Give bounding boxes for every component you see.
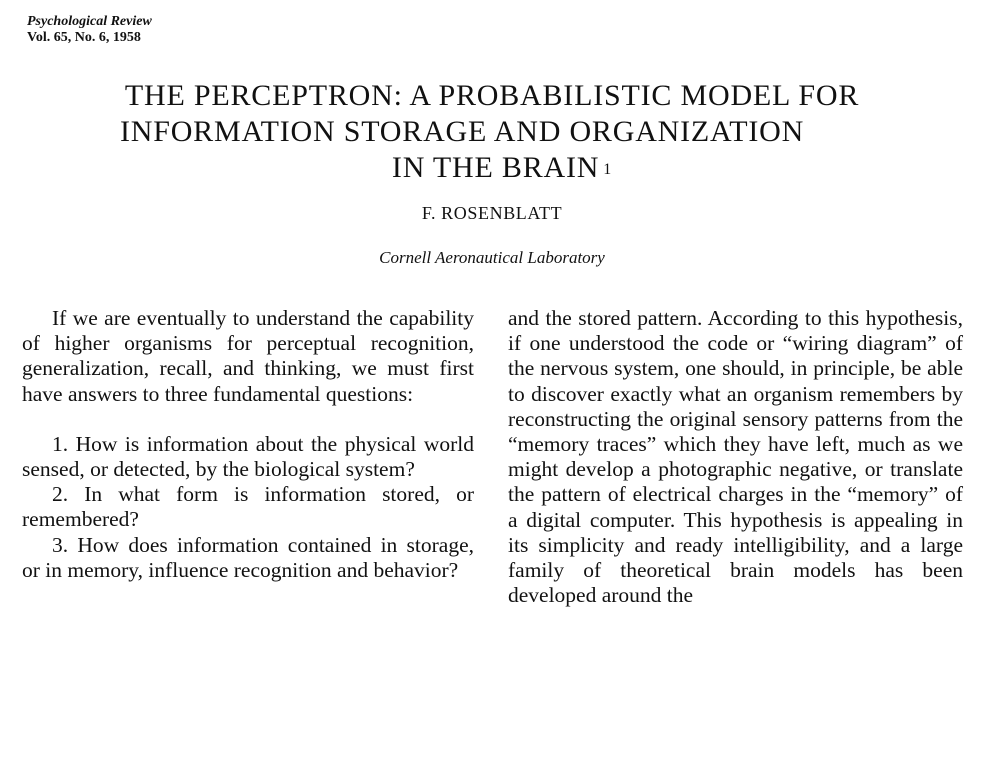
footnote-mark[interactable]: 1 (603, 161, 613, 178)
title-line-3-wrap (0, 150, 984, 186)
author-affiliation: Cornell Aeronautical Laboratory (379, 248, 605, 267)
author-name: F. ROSENBLATT (421, 203, 563, 223)
paper-title (0, 78, 984, 186)
left-column (22, 306, 474, 583)
journal-name: Psychological Review (27, 14, 152, 29)
question-2: 2. In what form is information stored, or remembered? (22, 482, 474, 532)
title-line-2: INFORMATION STORAGE AND ORGANIZATION (119, 115, 805, 148)
right-column-paragraph: and the stored pattern. According to this hypothesis, if one understood the code or “wiring diagram” of the nervous system, one should, in principle, be able to discover exactly what an organism remembers by reconstructing the original sensory patterns from the “memory traces” which they have left, much as we might develop a photographic negative, or translate the pattern of electrical charges in the “memory” of a digital computer. This hypothesis is appealing in its simplicity and ready intelligibility, and a large family of theoretical brain models has been developed around the (508, 306, 963, 608)
title-line-3: IN THE BRAIN (391, 151, 600, 184)
right-column (508, 306, 963, 608)
title-line-1: THE PERCEPTRON: A PROBABILISTIC MODEL FOR (124, 79, 860, 112)
journal-volume: Vol. 65, No. 6, 1958 (27, 30, 141, 45)
question-1: 1. How is information about the physical world sensed, or detected, by the biological system? (22, 431, 474, 482)
journal-header (27, 14, 152, 46)
intro-paragraph: If we are eventually to understand the capability of higher organisms for perceptual recognition, generalization, recall, and thinking, we must first have answers to three fundamental questions: (22, 306, 474, 406)
question-3: 3. How does information contained in storage, or in memory, influence recognition and behavior? (22, 532, 474, 582)
